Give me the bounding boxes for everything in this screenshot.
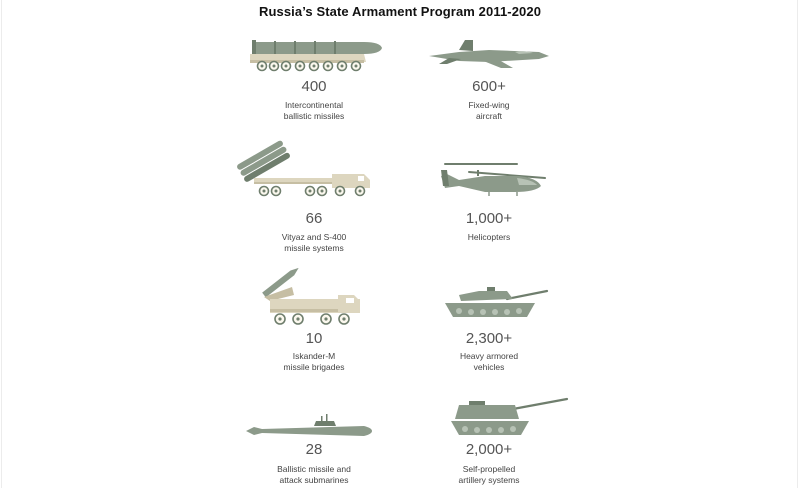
- item-label: Ballistic missile and attack submarines: [277, 464, 351, 485]
- item-value: 2,000+: [465, 441, 513, 458]
- icbm-launcher-icon: [214, 30, 414, 80]
- self-propelled-artillery-icon: [389, 395, 589, 440]
- item-label: Fixed-wing aircraft: [468, 100, 510, 121]
- item-value: 600+: [472, 78, 506, 95]
- item-icbm: [214, 30, 414, 130]
- item-missile-systems: [214, 140, 414, 260]
- item-iskander: [214, 265, 414, 380]
- item-value: 10: [305, 330, 323, 347]
- missile-system-truck-icon: [214, 140, 414, 200]
- item-value: 2,300+: [465, 330, 513, 347]
- helicopter-icon: [389, 140, 589, 200]
- item-value: 1,000+: [465, 210, 513, 227]
- item-aircraft: [389, 30, 589, 130]
- item-value: 66: [305, 210, 323, 227]
- item-label: Helicopters: [467, 232, 511, 242]
- item-label: Heavy armored vehicles: [459, 351, 519, 372]
- item-helicopters: [389, 140, 589, 260]
- fighter-jet-icon: [389, 30, 589, 80]
- page-title: Russia’s State Armament Program 2011-2020: [258, 4, 542, 19]
- left-frame-line: [1, 0, 2, 488]
- item-submarines: [214, 395, 414, 488]
- item-value: 28: [305, 441, 323, 458]
- tank-icon: [389, 265, 589, 327]
- iskander-launcher-icon: [214, 265, 414, 327]
- item-label: Intercontinental ballistic missiles: [283, 100, 345, 121]
- item-artillery: [389, 395, 589, 488]
- right-frame-line: [797, 0, 798, 488]
- item-label: Iskander-M missile brigades: [283, 351, 345, 372]
- item-value: 400: [301, 78, 327, 95]
- item-label: Self-propelled artillery systems: [458, 464, 520, 485]
- item-label: Vityaz and S-400 missile systems: [281, 232, 347, 253]
- item-armored-vehicles: [389, 265, 589, 380]
- submarine-icon: [214, 395, 414, 440]
